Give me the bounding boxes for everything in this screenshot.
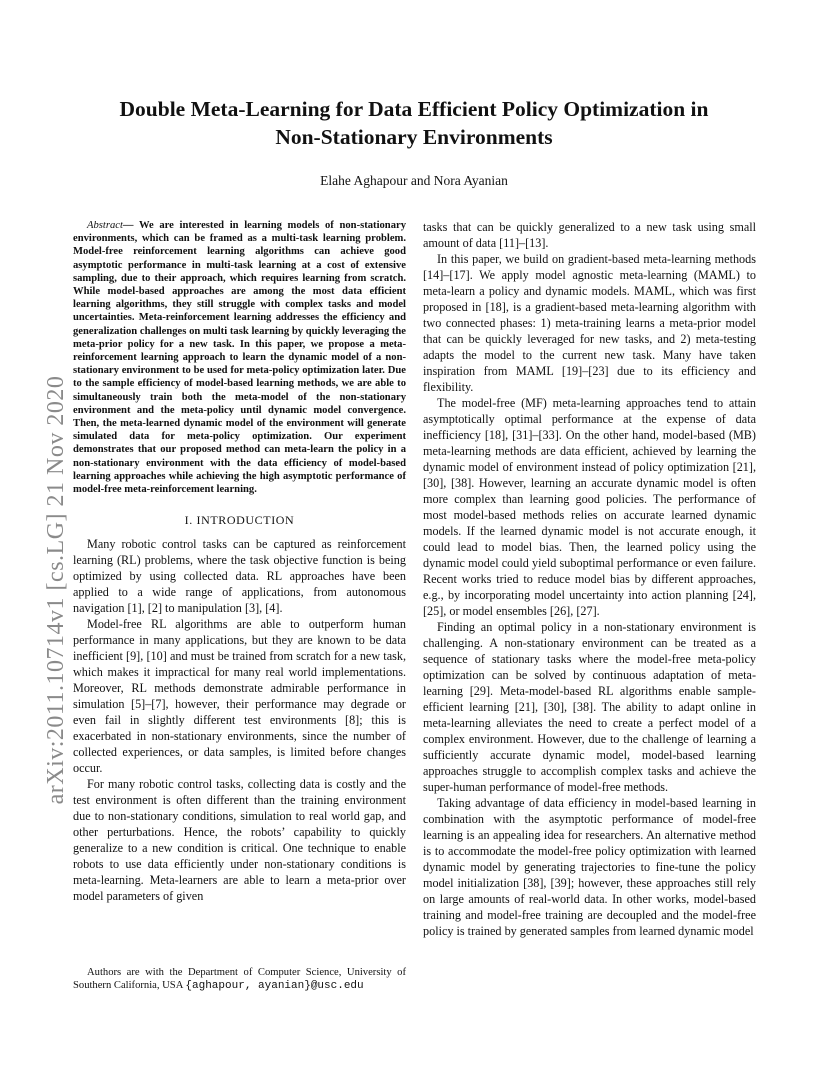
- author-emails: {aghapour, ayanian}@usc.edu: [185, 980, 364, 992]
- intro-paragraph-3: For many robotic control tasks, collecting data is costly and the test environment is often different than the training environment due to non-stationary conditions, simulation to real world gap, and other perturbations. Hence, the robots’ capability to quickly generalize to a new condition is critical. One technique to enable robots to use data efficiently under non-stationary conditions is meta-learning. Meta-learners are able to learn a meta-prior over model parameters of given: [73, 777, 406, 904]
- title-line-1: Double Meta-Learning for Data Efficient Policy Optimization in: [119, 97, 709, 121]
- arxiv-identifier: arXiv:2011.10714v1 [cs.LG] 21 Nov 2020: [43, 375, 69, 805]
- intro-paragraph-4: In this paper, we build on gradient-based meta-learning methods [14]–[17]. We apply model agnostic meta-learning (MAML) to meta-learn a policy and dynamic models. MAML, which was first proposed in [18], is a gradient-based meta-learning algorithm with two connected phases: 1) meta-training learns a meta-prior model that can be quickly leveraged for new tasks, and 2) meta-testing adapts the model to the current new task. Many have taken inspiration from MAML [19]–[23] due to its efficiency and flexibility.: [423, 252, 756, 394]
- intro-paragraph-6: Finding an optimal policy in a non-stationary environment is challenging. A non-stationary environment can be treated as a sequence of stationary tasks where the model-free meta-policy optimization can be solved by continuous adaptation of meta-learning [29]. Meta-model-based RL algorithms enable sample-efficient learning [21], [30], [38]. The ability to adapt online in meta-learning alleviates the need to create a perfect model of a complex environment. However, due to the challenge of learning a sufficiently accurate dynamic model, model-based learning approaches struggle to accomplish complex tasks and achieve the super-human performance of model-free methods.: [423, 620, 756, 794]
- intro-paragraph-5: The model-free (MF) meta-learning approaches tend to attain asymptotically optimal performance at the expense of data inefficiency [18], [31]–[33]. On the other hand, model-based (MB) meta-learning methods are data efficient, achieved by learning the dynamic model of environment instead of policy optimization [21], [30], [38]. However, learning an accurate dynamic model is often more complex than learning good policies. The performance of most model-based methods relies on accurate learned dynamic models. If the learned dynamic model is not accurate enough, it could lead to model bias. Then, the learned policy using the dynamic model could yield suboptimal performance or even failure. Recent works tried to reduce model bias by different approaches, e.g., by incorporating model uncertainty into action planning [24], [25], or model ensembles [26], [27].: [423, 396, 756, 618]
- author-list: Elahe Aghapour and Nora Ayanian: [320, 173, 508, 188]
- intro-paragraph-1: Many robotic control tasks can be captured as reinforcement learning (RL) problems, where the task objective function is being optimized by using collected data. RL approaches have been applied to a wide range of applications, from autonomous navigation [1], [2] to manipulation [3], [4].: [73, 537, 406, 616]
- section-heading-introduction: I. INTRODUCTION: [184, 513, 295, 528]
- footnote-text: Authors are with the Department of Computer Science, University of Southern California, USA: [73, 967, 406, 991]
- paper-title: [70, 95, 758, 151]
- abstract-text: We are interested in learning models of non-stationary environments, which can be framed as a multi-task learning problem. Model-free reinforcement learning algorithms can achieve good asymptotic performance in multi-task learning at a cost of extensive sampling, due to their approach, which requires learning from scratch. While model-based approaches are among the most data efficient learning algorithms, they still struggle with complex tasks and model uncertainties. Meta-reinforcement learning addresses the efficiency and generalization challenges on multi task learning by quickly leveraging the meta-prior policy for a new task. In this paper, we propose a meta-reinforcement learning approach to learn the dynamic model of a non-stationary environment to be used for meta-policy optimization later. Due to the sample efficiency of model-based learning methods, we are able to simultaneously train both the meta-model of the non-stationary environment and the meta-policy until dynamic model convergence. Then, the meta-learned dynamic model of the environment will generate simulated data for meta-policy optimization. Our experiment demonstrates that our proposed method can meta-learn the policy in a non-stationary environment with the data efficiency of model-based learning approaches while achieving the high asymptotic performance of model-free meta-reinforcement learning.: [73, 220, 406, 496]
- intro-paragraph-2: Model-free RL algorithms are able to outperform human performance in many applications, but they are known to be data inefficient [9], [10] and must be trained from scratch for a new task, which makes it impractical for many real world implementations. Moreover, RL methods demonstrate admirable performance in simulation [5]–[7], however, their performance may degrade or even fail in slightly different test environments [8]; this is exacerbated in non-stationary environments, since the number of collected experiences, or data samples, is limited before changes occur.: [73, 617, 406, 776]
- title-line-2: Non-Stationary Environments: [275, 125, 553, 149]
- intro-paragraph-7: Taking advantage of data efficiency in model-based learning in combination with the asymptotic performance of model-free learning is an appealing idea for researchers. An alternative method is to accommodate the model-free policy optimization with learned dynamic model by generating trajectories to fine-tune the policy model initialization [38], [39]; however, these approaches still rely on large amounts of real-world data. In other works, model-based training and model-free training are decoupled and the model-free policy is trained by generated samples from learned dynamic model: [423, 796, 756, 938]
- abstract-dash: —: [122, 220, 139, 231]
- intro-paragraph-3-continued: tasks that can be quickly generalized to a new task using small amount of data [11]–[13].: [423, 220, 756, 250]
- author-affiliation-footnote: [73, 966, 406, 993]
- abstract-label: Abstract: [87, 220, 123, 231]
- abstract: [73, 219, 406, 496]
- right-column: [423, 219, 756, 939]
- left-column: [73, 219, 406, 904]
